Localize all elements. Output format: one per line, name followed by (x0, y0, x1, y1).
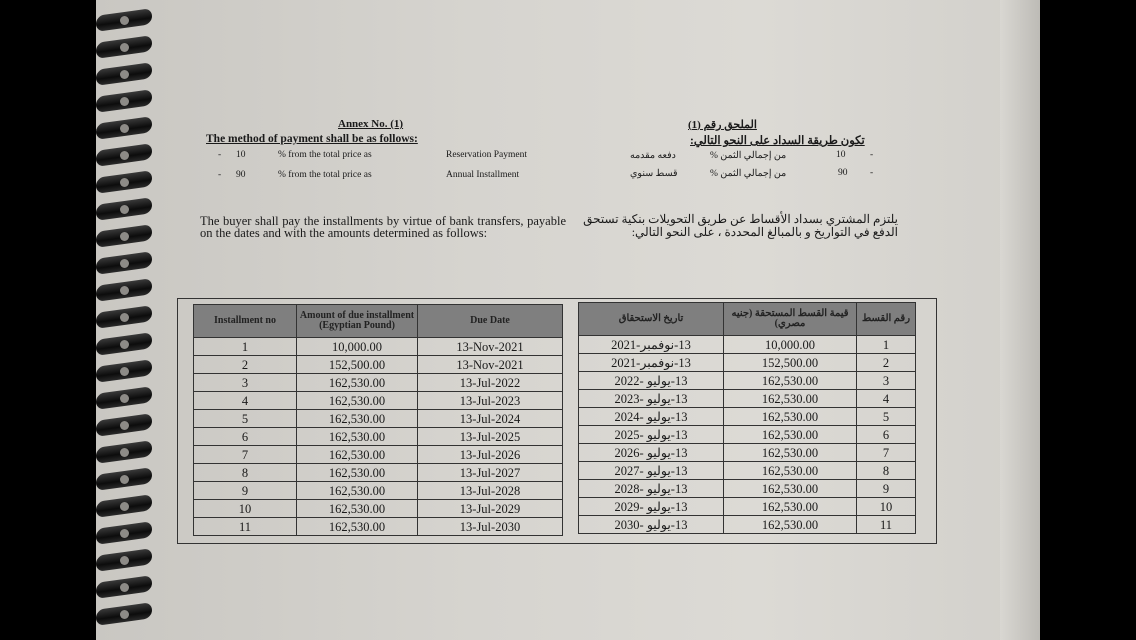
binding-hole (120, 259, 129, 268)
payment-text: % من إجمالي الثمن (710, 169, 787, 179)
table-cell: 162,530.00 (297, 428, 418, 446)
table-cell: 162,530.00 (724, 498, 857, 516)
payment-method-heading-ar: تكون طريقة السداد على النحو التالي: (690, 135, 865, 147)
table-row (579, 498, 916, 516)
page-edge (1000, 0, 1040, 640)
table-cell: 13-Jul-2026 (418, 446, 563, 464)
table-cell: 162,530.00 (724, 480, 857, 498)
binding-hole (120, 124, 129, 133)
table-cell: 10 (857, 498, 916, 516)
binding-hole (120, 16, 129, 25)
annex-title-en: Annex No. (1) (338, 118, 404, 130)
table-cell: 13-Nov-2021 (418, 356, 563, 374)
payment-type: Reservation Payment (446, 150, 527, 160)
table-cell: 13-يوليو -2023 (579, 390, 724, 408)
binding-hole (120, 70, 129, 79)
table-cell: 2 (194, 356, 297, 374)
dash: - (870, 168, 874, 178)
table-cell: 11 (194, 518, 297, 536)
binding-hole (120, 556, 129, 565)
table-cell: 13-Jul-2027 (418, 464, 563, 482)
table-cell: 13-يوليو -2029 (579, 498, 724, 516)
table-row (194, 392, 563, 410)
table-cell: 13-Jul-2023 (418, 392, 563, 410)
table-cell: 10,000.00 (724, 336, 857, 354)
dash: - (218, 170, 222, 180)
installments-table-ar (578, 302, 916, 534)
payment-type: دفعه مقدمه (630, 151, 676, 161)
installment-paragraph-ar: يلتزم المشتري بسداد الأقساط عن طريق التحويلات بنكية تستحق الدفع في التواريخ و بالمبالغ المحددة ، على النحو التالي: (583, 212, 898, 239)
table-cell: 7 (857, 444, 916, 462)
table-cell: 162,530.00 (724, 390, 857, 408)
table-row (579, 354, 916, 372)
table-cell: 162,530.00 (297, 482, 418, 500)
binding-hole (120, 421, 129, 430)
binding-hole (120, 502, 129, 511)
table-row (194, 518, 563, 536)
annex-title-ar: الملحق رقم (1) (688, 119, 757, 131)
binding-hole (120, 475, 129, 484)
table-row (579, 390, 916, 408)
table-cell: 162,530.00 (724, 372, 857, 390)
table-cell: 13-يوليو -2030 (579, 516, 724, 534)
table-cell: 5 (194, 410, 297, 428)
column-header: Amount of due installment (Egyptian Pound) (297, 305, 418, 338)
binding-hole (120, 529, 129, 538)
payment-text: % from the total price as (278, 150, 372, 160)
payment-type: قسط سنوي (630, 169, 678, 179)
table-cell: 13-يوليو -2022 (579, 372, 724, 390)
table-row (194, 500, 563, 518)
payment-row-ar (630, 168, 874, 179)
binding-hole (120, 43, 129, 52)
table-cell: 13-يوليو -2025 (579, 426, 724, 444)
table-cell: 9 (194, 482, 297, 500)
table-cell: 162,530.00 (724, 516, 857, 534)
table-cell: 162,530.00 (724, 444, 857, 462)
payment-row-en (218, 170, 520, 180)
table-row (194, 464, 563, 482)
table-cell: 162,530.00 (724, 408, 857, 426)
table-cell: 10 (194, 500, 297, 518)
table-row (194, 374, 563, 392)
table-cell: 162,530.00 (297, 410, 418, 428)
table-row (194, 428, 563, 446)
column-header: Installment no (194, 305, 297, 338)
binding-hole (120, 367, 129, 376)
table-cell: 152,500.00 (724, 354, 857, 372)
table-cell: 162,530.00 (297, 464, 418, 482)
dash: - (218, 150, 222, 160)
table-cell: 4 (857, 390, 916, 408)
table-cell: 162,530.00 (724, 426, 857, 444)
binding-hole (120, 286, 129, 295)
table-row (194, 410, 563, 428)
dash: - (870, 150, 874, 160)
table-cell: 1 (857, 336, 916, 354)
table-cell: 152,500.00 (297, 356, 418, 374)
table-cell: 4 (194, 392, 297, 410)
table-cell: 5 (857, 408, 916, 426)
binding-hole (120, 205, 129, 214)
payment-percent: 90 (236, 170, 246, 180)
binding-hole (120, 97, 129, 106)
payment-row-ar (630, 150, 874, 161)
table-cell: 162,530.00 (724, 462, 857, 480)
table-cell: 13-Jul-2030 (418, 518, 563, 536)
table-cell: 10,000.00 (297, 338, 418, 356)
table-row (194, 482, 563, 500)
table-cell: 13-Jul-2029 (418, 500, 563, 518)
table-row (194, 446, 563, 464)
column-header: Due Date (418, 305, 563, 338)
table-row (579, 426, 916, 444)
table-cell: 13-Jul-2024 (418, 410, 563, 428)
binding-hole (120, 394, 129, 403)
table-cell: 13-Jul-2022 (418, 374, 563, 392)
table-row (579, 336, 916, 354)
table-cell: 13-يوليو -2027 (579, 462, 724, 480)
payment-text: % from the total price as (278, 170, 372, 180)
binding-hole (120, 151, 129, 160)
table-cell: 13-يوليو -2024 (579, 408, 724, 426)
table-cell: 6 (194, 428, 297, 446)
table-row (579, 372, 916, 390)
table-cell: 13-Nov-2021 (418, 338, 563, 356)
table-cell: 7 (194, 446, 297, 464)
table-cell: 162,530.00 (297, 500, 418, 518)
payment-text: % من إجمالي الثمن (710, 151, 787, 161)
table-cell: 162,530.00 (297, 392, 418, 410)
table-cell: 11 (857, 516, 916, 534)
payment-percent: 10 (836, 150, 846, 160)
installments-table-en (193, 304, 563, 536)
table-cell: 1 (194, 338, 297, 356)
table-cell: 162,530.00 (297, 374, 418, 392)
table-row (579, 408, 916, 426)
payment-type: Annual Installment (446, 170, 520, 180)
table-cell: 8 (857, 462, 916, 480)
binding-hole (120, 232, 129, 241)
table-cell: 3 (194, 374, 297, 392)
column-header: تاريخ الاستحقاق (579, 303, 724, 336)
payment-method-heading-en: The method of payment shall be as follows: (206, 133, 418, 145)
table-cell: 13-Jul-2025 (418, 428, 563, 446)
table-cell: 2 (857, 354, 916, 372)
column-header: قيمة القسط المستحقة (جنيه مصري) (724, 303, 857, 336)
column-header: رقم القسط (857, 303, 916, 336)
table-row (579, 516, 916, 534)
table-row (579, 462, 916, 480)
binding-hole (120, 178, 129, 187)
installment-paragraph-en: The buyer shall pay the installments by virtue of bank transfers, payable on the dates and with the amounts determined as follows: (200, 214, 566, 240)
binding-hole (120, 340, 129, 349)
table-row (579, 480, 916, 498)
table-row (194, 338, 563, 356)
table-cell: 9 (857, 480, 916, 498)
binding-hole (120, 583, 129, 592)
table-cell: 13-نوفمبر-2021 (579, 354, 724, 372)
table-row (194, 356, 563, 374)
table-cell: 3 (857, 372, 916, 390)
payment-percent: 90 (838, 168, 848, 178)
table-cell: 13-يوليو -2028 (579, 480, 724, 498)
binding-hole (120, 313, 129, 322)
payment-percent: 10 (236, 150, 246, 160)
payment-row-en (218, 150, 527, 160)
table-cell: 8 (194, 464, 297, 482)
table-cell: 162,530.00 (297, 446, 418, 464)
table-cell: 162,530.00 (297, 518, 418, 536)
table-row (579, 444, 916, 462)
table-cell: 13-نوفمبر-2021 (579, 336, 724, 354)
table-cell: 6 (857, 426, 916, 444)
table-cell: 13-Jul-2028 (418, 482, 563, 500)
binding-hole (120, 448, 129, 457)
binding-hole (120, 610, 129, 619)
table-cell: 13-يوليو -2026 (579, 444, 724, 462)
